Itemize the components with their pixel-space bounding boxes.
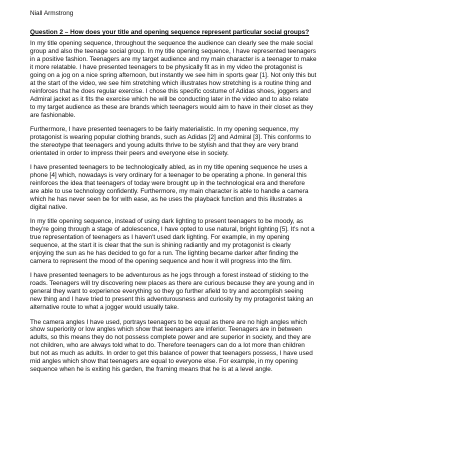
paragraph-line: The camera angles I have used, portrays teenagers to be equal as there are no high angles which bbox=[30, 318, 308, 326]
paragraph-line: to my target audience as these are brands which teenagers would aim to have in their closet as they bbox=[30, 103, 314, 111]
paragraph-line: Furthermore, I have presented teenagers to be fairly materialistic. In my opening sequence, my bbox=[30, 125, 299, 133]
paragraph-line: I have presented teenagers to be adventurous as he jogs through a forest instead of sticking to the bbox=[30, 272, 309, 280]
paragraph-line: are able to use technology confidently. Furthermore, my main character is able to handle a camera bbox=[30, 187, 309, 195]
paragraph-line: orientated in order to impress their peers and everyone else in society. bbox=[30, 149, 229, 157]
paragraph bbox=[30, 319, 426, 375]
paragraph-line: at the start of the video, we see him stretching which illustrates how stretching is a routine thing and bbox=[30, 79, 312, 87]
paragraph-line: camera to represent the mood of the opening sequence and how it will progress into the film. bbox=[30, 258, 292, 265]
paragraph-line: mid angles which show that teenagers are equal to everyone else. For example, in my opening bbox=[30, 358, 298, 366]
paragraph bbox=[30, 164, 426, 212]
paragraph-line: alternative route to what a jogger would usually take. bbox=[30, 304, 179, 312]
question-heading: Question 2 – How does your title and opening sequence represent particular social groups? bbox=[30, 29, 310, 36]
paragraph-line: in a positive fashion. Teenagers are my target audience and my main character is a teenager to make bbox=[30, 55, 317, 63]
paragraph-line: In my title opening sequence, instead of using dark lighting to present teenagers to be moody, as bbox=[30, 218, 304, 226]
paragraph-line: but not as much as adults. In order to get this balance of power that teenagers possess, I have used bbox=[30, 350, 313, 358]
document-page bbox=[30, 10, 426, 381]
paragraph bbox=[30, 272, 426, 312]
paragraph-line: phone [4] which, nowadays is very ordinary for a teenager to be operating a phone. In general this bbox=[30, 172, 307, 180]
paragraph-line: adults, so this means they do not possess complete power and are superior in society, and they are bbox=[30, 334, 311, 342]
paragraph-line: show superiority or low angles which show that teenagers are inferior. Teenagers are in between bbox=[30, 326, 302, 334]
paragraph-line: are fashionable. bbox=[30, 111, 76, 119]
paragraph-line: sequence, at the start it is clear that the sun is shining radiantly and my protagonist is clearly bbox=[30, 242, 291, 250]
paragraph-line: they're going through a stage of adolescence, I have opted to use natural, bright lighting [5]. It's not a bbox=[30, 226, 315, 234]
paragraph-line: going on a jog on a nice spring afternoon, but instantly we see him in sports gear [1]. Not only this but bbox=[30, 71, 317, 79]
paragraph-line: which he has never seen be for with ease, as he uses the playback function and this illustrates a bbox=[30, 195, 303, 203]
paragraph-line: sequence when he is exiting his garden, the framing means that he is at a level angle. bbox=[30, 366, 273, 374]
paragraph-line: protagonist is wearing popular clothing brands, such as Adidas [2] and Admiral [3]. This conforms to bbox=[30, 133, 311, 141]
paragraph-line: group and also the teenage social group. In my title opening sequence, I have represented teenagers bbox=[30, 47, 316, 55]
paragraph-line: roads. Teenagers will try discovering new places as there are curious because they are young and in bbox=[30, 280, 315, 288]
paragraph-line: I have presented teenagers to be technologically abled, as in my title opening sequence he uses a bbox=[30, 164, 308, 172]
paragraph-line: true representation of teenagers as I haven't used dark lighting. For example, in my opening bbox=[30, 234, 290, 242]
paragraph-line: reinforces the idea that teenagers of today were brought up in the technological era and therefore bbox=[30, 180, 305, 188]
paragraph-line: it more relatable. I have presented teenagers to be physically fit as in my video the protagonist is bbox=[30, 63, 303, 71]
paragraph-line: reinforces that he does regular exercise. I chose this specific costume of Adidas shoes, joggers and bbox=[30, 87, 311, 95]
author-name: Niall Armstrong bbox=[30, 10, 74, 17]
paragraph-line: In my title opening sequence, throughout the sequence the audience can clearly see the male social bbox=[30, 40, 313, 47]
paragraph-line: new thing and I have tried to present this adventurousness and curiosity by my protagonist taking an bbox=[30, 296, 314, 304]
paragraph-line: general they want to experience everything so they go further afield to try and accomplish seeing bbox=[30, 288, 304, 296]
paragraph-line: Admiral jacket as it fits the exercise which he will be conducting later in the video and to also relate bbox=[30, 95, 309, 103]
paragraph-line: the stereotype that teenagers and young adults thrive to be stylish and that they are very brand bbox=[30, 141, 299, 149]
paragraph bbox=[30, 40, 426, 120]
paragraph-line: not children, who are always told what to do. Therefore teenagers can do a lot more than children bbox=[30, 342, 305, 350]
paragraph bbox=[30, 126, 426, 158]
paragraph-line: digital native. bbox=[30, 203, 68, 211]
paragraph bbox=[30, 218, 426, 266]
paragraph-line: enjoying the sun as he has decided to go for a run. The lighting became darker after finding the bbox=[30, 250, 299, 258]
